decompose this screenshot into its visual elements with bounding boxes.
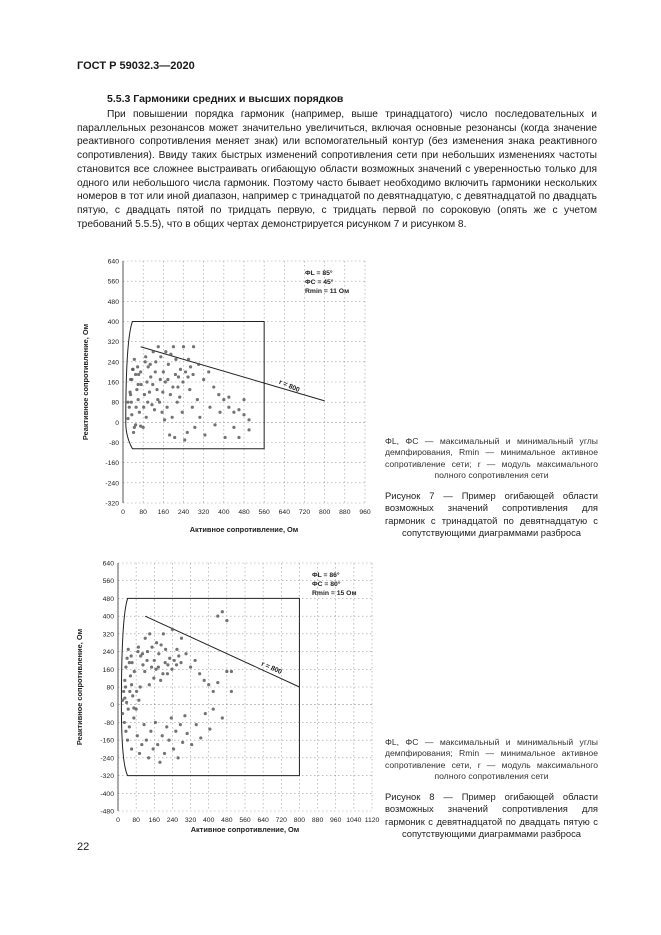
x-tick-label: 0: [116, 817, 120, 824]
x-tick-label: 640: [257, 817, 269, 824]
x-tick-label: 320: [197, 509, 210, 516]
x-tick-label: 1040: [346, 817, 362, 824]
scatter-point: [164, 648, 167, 651]
scatter-point: [181, 741, 184, 744]
scatter-point: [142, 723, 145, 726]
scatter-point: [207, 683, 210, 686]
phi-l-label: ΦL = 86°: [312, 572, 340, 579]
scatter-point: [204, 712, 207, 715]
x-tick-label: 480: [238, 509, 250, 516]
y-tick-label: -160: [100, 737, 114, 745]
scatter-point: [128, 725, 131, 728]
scatter-point: [166, 663, 169, 666]
scatter-point: [230, 690, 233, 693]
x-tick-label: 560: [239, 817, 251, 824]
phi-l-label: ΦL = 85°: [305, 270, 333, 277]
scatter-point: [225, 670, 228, 673]
figure-8-caption: Рисунок 8 — Пример огибающей области возможных значений сопротивления для гармоник с девятнадцатой по двадцать пятую с сопутствующими диаграммами разброса: [385, 791, 598, 840]
scatter-point: [129, 674, 132, 677]
r-label: r = 800: [260, 660, 283, 676]
scatter-point: [190, 743, 193, 746]
figure-7-legend-note: ΦL, ΦC — максимальный и минимальный углы демпфирования, Rmin — минимальное активное сопротивление сети; r — модуль максимального полного сопротивления сети: [385, 436, 598, 481]
x-tick-label: 80: [132, 817, 140, 824]
scatter-point: [179, 723, 182, 726]
y-tick-label: 480: [107, 298, 119, 306]
rmin-label: Rmin = 11 Ом: [305, 288, 350, 295]
scatter-point: [172, 747, 175, 750]
y-tick-label: 160: [107, 379, 119, 387]
scatter-point: [139, 685, 142, 688]
scatter-point: [124, 665, 127, 668]
y-tick-label: 320: [107, 339, 119, 347]
x-tick-label: 880: [311, 817, 324, 824]
x-tick-label: 800: [293, 817, 306, 824]
scatter-point: [130, 747, 133, 750]
scatter-point: [154, 721, 157, 724]
scatter-point: [168, 657, 171, 660]
scatter-point: [156, 743, 159, 746]
scatter-point: [175, 648, 178, 651]
r-label: r = 800: [277, 378, 301, 395]
scatter-point: [127, 708, 130, 711]
y-tick-label: -480: [100, 808, 114, 816]
scatter-point: [145, 659, 148, 662]
y-tick-label: 240: [107, 359, 119, 367]
scatter-point: [177, 654, 180, 657]
y-tick-label: 0: [110, 702, 114, 710]
scatter-point: [180, 637, 183, 640]
x-tick-label: 160: [148, 817, 160, 824]
scatter-point: [157, 665, 160, 668]
scatter-point: [155, 641, 158, 644]
y-tick-label: 80: [106, 684, 114, 692]
scatter-point: [198, 672, 201, 675]
scatter-point: [148, 683, 151, 686]
scatter-point: [161, 734, 164, 737]
scatter-point: [123, 679, 126, 682]
phi-c-label: ΦC = 45°: [305, 279, 334, 286]
scatter-point: [140, 743, 143, 746]
scatter-point: [189, 665, 192, 668]
scatter-point: [184, 652, 187, 655]
y-tick-label: 160: [102, 666, 114, 674]
scatter-point: [130, 661, 133, 664]
scatter-point: [124, 685, 127, 688]
scatter-point: [166, 672, 169, 675]
scatter-point: [186, 732, 189, 735]
scatter-point: [146, 650, 149, 653]
scatter-point: [175, 663, 178, 666]
y-tick-label: -320: [100, 773, 114, 781]
scatter-point: [225, 619, 228, 622]
scatter-point: [174, 730, 177, 733]
scatter-point: [133, 670, 136, 673]
scatter-point: [136, 734, 139, 737]
scatter-point: [165, 725, 168, 728]
phi-c-label: ΦC = 80°: [312, 581, 341, 588]
y-tick-label: 560: [102, 578, 114, 586]
scatter-point: [123, 721, 126, 724]
scatter-point: [212, 690, 215, 693]
scatter-point: [135, 708, 138, 711]
scatter-point: [170, 716, 173, 719]
document-code: ГОСТ Р 59032.3—2020: [77, 60, 195, 72]
scatter-point: [128, 661, 131, 664]
y-tick-label: 400: [102, 613, 114, 621]
x-tick-label: 320: [184, 817, 197, 824]
x-tick-label: 480: [221, 817, 233, 824]
scatter-point: [195, 723, 198, 726]
scatter-point: [130, 654, 133, 657]
y-tick-label: 480: [102, 595, 114, 603]
scatter-point: [126, 739, 129, 742]
scatter-point: [164, 661, 167, 664]
scatter-point: [212, 708, 215, 711]
scatter-point: [125, 657, 128, 660]
scatter-point: [199, 736, 202, 739]
y-axis-title: Реактивное сопротивление, Ом: [81, 323, 90, 441]
x-tick-label: 560: [258, 509, 270, 516]
scatter-point: [130, 683, 133, 686]
scatter-point: [125, 701, 128, 704]
scatter-point: [150, 665, 153, 668]
scatter-point: [143, 670, 146, 673]
y-tick-label: 80: [111, 399, 119, 407]
y-tick-label: -80: [109, 440, 119, 447]
x-tick-label: 720: [298, 509, 311, 516]
y-tick-label: -160: [105, 460, 119, 468]
x-axis-title: Активное сопротивление, Ом: [190, 825, 300, 834]
scatter-point: [123, 696, 126, 699]
scatter-point: [124, 730, 127, 733]
scatter-point: [159, 679, 162, 682]
scatter-point: [152, 747, 155, 750]
y-axis-title: Реактивное сопротивление, Ом: [75, 628, 84, 746]
y-tick-label: 320: [102, 631, 114, 639]
section-heading: 5.5.3 Гармоники средних и высших порядков: [107, 93, 344, 105]
x-tick-label: 880: [339, 509, 351, 516]
x-tick-label: 160: [157, 509, 170, 516]
scatter-point: [148, 632, 151, 635]
x-tick-label: 960: [330, 817, 342, 824]
scatter-point: [150, 646, 153, 649]
scatter-point: [152, 677, 155, 680]
scatter-point: [128, 690, 131, 693]
x-tick-label: 720: [275, 817, 287, 824]
y-tick-label: 560: [107, 278, 119, 286]
section-paragraph: При повышении порядка гармоник (например, выше тринадцатого) число последовательных и параллельных резонансов может значительно увеличиться, включая основные резонансы (когда значение реактивного сопротивления меняет знак) или вспомогательный контур (без изменения знака реактивного сопротивления). Ввиду таких быстрых изменений сопротивления сети при небольших изменениях частоты становится все сложнее выстраивать огибающую области возможных значений с уверенностью только для одного или небольшого числа гармоник. Поэтому часто бывает необходимо включить гармоники нескольких номеров в тот или иной диапазон, например с тринадцатой по девятнадцатую, с девятнадцатой по двадцать пятую, с двадцать пятой по тридцать первую, с тридцать первой по сороковую (опять же с учетом требований 5.5.5), что в общих чертах демонстрируется рисунком 7 и рисунком 8.: [77, 109, 597, 230]
y-tick-label: 640: [102, 560, 114, 568]
scatter-point: [183, 714, 186, 717]
y-tick-label: -400: [100, 790, 114, 798]
scatter-point: [144, 637, 147, 640]
scatter-point: [127, 648, 130, 651]
scatter-point: [158, 761, 161, 764]
x-tick-label: 1120: [364, 817, 380, 824]
y-tick-label: -240: [100, 755, 114, 763]
figure-7-caption: Рисунок 7 — Пример огибающей области возможных значений сопротивления для гармоник с тринадцатой по девятнадцатую с сопутствующими диаграммами разброса: [385, 490, 598, 539]
scatter-point: [216, 615, 219, 618]
x-tick-label: 240: [177, 509, 190, 516]
scatter-point: [141, 652, 144, 655]
x-tick-label: 0: [121, 509, 125, 516]
page-number: 22: [77, 841, 90, 853]
scatter-point: [173, 659, 176, 662]
y-tick-label: -80: [104, 719, 114, 727]
scatter-point: [157, 652, 160, 655]
scatter-point: [137, 699, 140, 702]
y-tick-label: -320: [105, 500, 119, 508]
y-tick-label: 400: [107, 319, 119, 326]
scatter-point: [135, 690, 138, 693]
scatter-point: [230, 670, 233, 673]
scatter-point: [159, 643, 162, 646]
scatter-point: [170, 668, 173, 671]
x-tick-label: 800: [318, 509, 331, 516]
y-tick-label: 240: [102, 649, 114, 657]
scatter-point: [171, 628, 174, 631]
scatter-point: [121, 712, 124, 715]
y-tick-label: -240: [105, 480, 119, 488]
scatter-point: [179, 661, 182, 664]
x-tick-label: 400: [203, 817, 215, 824]
scatter-point: [221, 610, 224, 613]
x-tick-label: 640: [278, 509, 291, 516]
scatter-point: [149, 730, 152, 733]
scatter-point: [138, 752, 141, 755]
rmin-label: Rmin = 15 Ом: [312, 590, 357, 597]
scatter-point: [176, 756, 179, 759]
y-tick-label: 640: [107, 258, 119, 266]
scatter-point: [131, 694, 134, 697]
scatter-point: [141, 663, 144, 666]
x-tick-label: 400: [218, 509, 230, 516]
scatter-point: [147, 756, 150, 759]
r-line: [145, 616, 299, 687]
scatter-point: [132, 716, 135, 719]
figure-8-legend-note: ΦL, ΦC — максимальный и минимальный углы демпфирования; Rmin — минимальное активное сопротивление сети, r — модуль максимального полного сопротивления сети: [385, 737, 598, 782]
x-tick-label: 960: [359, 509, 371, 516]
x-tick-label: 240: [166, 817, 179, 824]
scatter-point: [162, 632, 165, 635]
scatter-point: [203, 679, 206, 682]
x-tick-label: 80: [139, 509, 147, 516]
scatter-point: [122, 690, 125, 693]
scatter-point: [208, 727, 211, 730]
scatter-point: [194, 659, 197, 662]
scatter-point: [145, 739, 148, 742]
scatter-point: [163, 752, 166, 755]
x-axis-title: Активное сопротивление, Ом: [189, 525, 299, 534]
y-tick-label: 0: [115, 419, 119, 427]
scatter-point: [137, 646, 140, 649]
scatter-point: [153, 659, 156, 662]
scatter-point: [221, 716, 224, 719]
scatter-point: [136, 650, 139, 653]
scatter-point: [167, 739, 170, 742]
scatter-point: [161, 672, 164, 675]
scatter-point: [216, 681, 219, 684]
